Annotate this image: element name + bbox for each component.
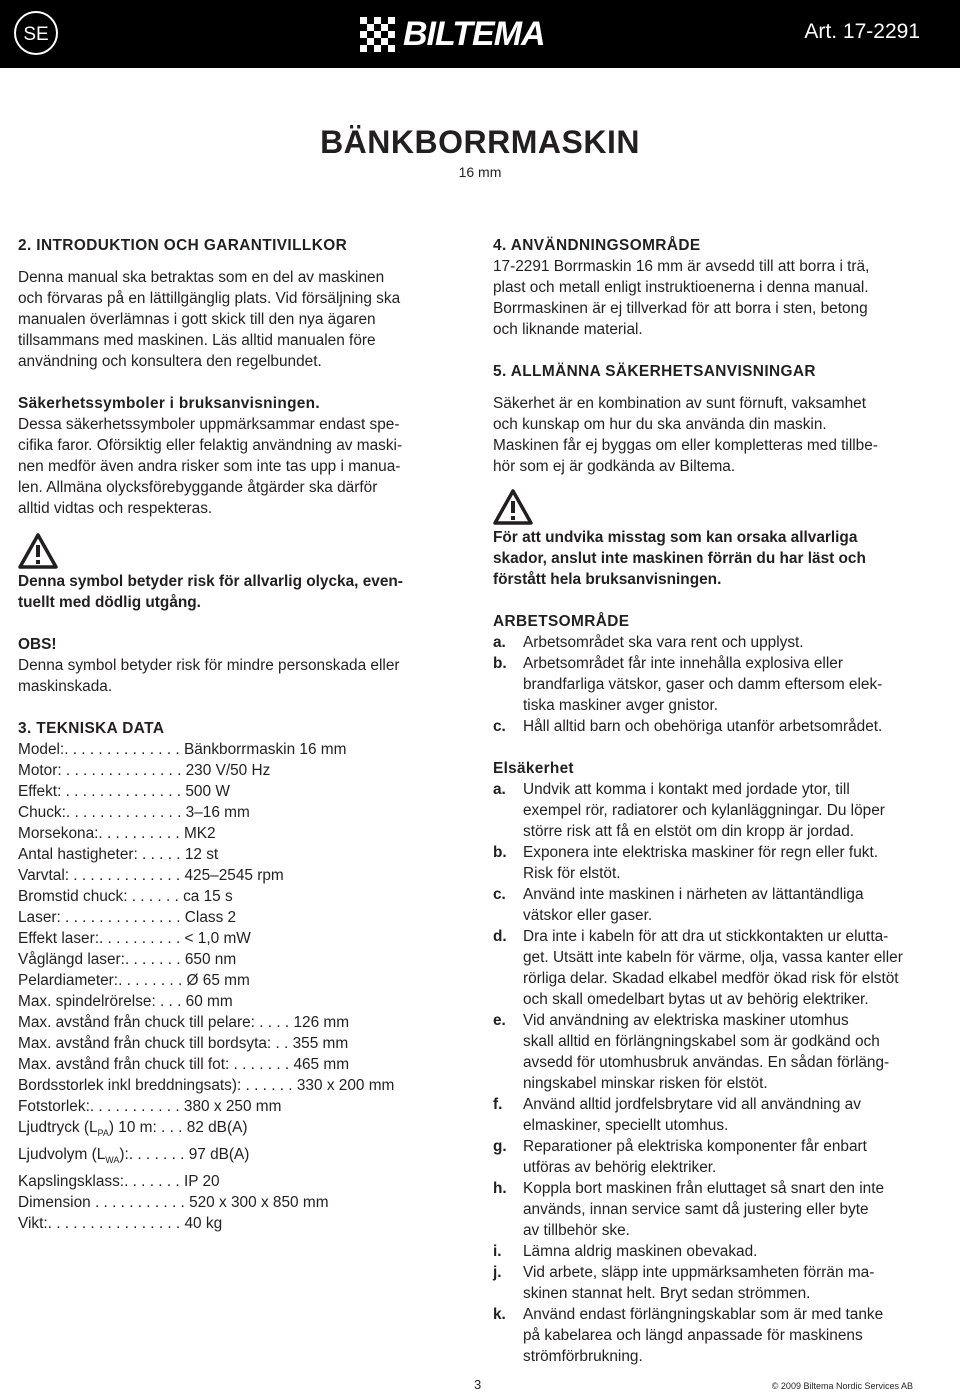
tech-label: Morsekona:. . . . . . . . . .	[18, 825, 184, 842]
list-line: Arbetsområdet ska vara rent och upplyst.	[523, 634, 804, 651]
tech-label: Bordsstorlek inkl breddningsats): . . . . . .	[18, 1077, 297, 1094]
tech-data-table	[18, 739, 458, 1234]
tech-label-rest: ):. . . . . . .	[119, 1146, 189, 1164]
safety-line: Säkerhet är en kombination av sunt förnuft, vaksamhet	[493, 395, 866, 412]
list-line: avsedd för utomhusbruk användas. En sådan förläng-	[523, 1054, 890, 1071]
list-line: ningskabel minskar risken för elstöt.	[523, 1075, 768, 1092]
list-item	[493, 716, 948, 737]
use-line: Borrmaskinen är ej tillverkad för att borra i sten, betong	[493, 300, 868, 317]
tech-row	[18, 739, 458, 760]
right-column	[493, 235, 948, 1367]
tech-value: ca 15 s	[183, 888, 233, 905]
list-line: brandfarliga vätskor, gaser och damm eftersom elek-	[523, 676, 883, 693]
tech-row	[18, 1054, 458, 1075]
list-line: på kabelarea och längd anpassade för maskinens	[523, 1327, 863, 1344]
tech-row	[18, 1192, 458, 1213]
tech-value: IP 20	[183, 1173, 220, 1191]
use-line: och liknande material.	[493, 321, 643, 338]
article-number: Art. 17-2291	[804, 20, 920, 43]
list-item	[493, 1094, 948, 1136]
tech-row	[18, 970, 458, 991]
list-text	[523, 653, 882, 716]
list-line: större risk att få en elstöt om din kropp är jordad.	[523, 823, 855, 840]
list-letter: b.	[493, 655, 507, 672]
list-letter: i.	[493, 1243, 502, 1260]
tech-row	[18, 949, 458, 970]
list-line: Risk för elstöt.	[523, 865, 621, 882]
list-item	[493, 1304, 948, 1367]
list-line: Dra inte i kabeln för att dra ut stickkontakten ur eluttа-	[523, 928, 889, 945]
tech-label: Max. avstånd från chuck till bordsyta: . .	[18, 1035, 293, 1052]
list-letter: c.	[493, 886, 506, 903]
list-line: Vid användning av elektriska maskiner utomhus	[523, 1012, 849, 1029]
tech-label: Chuck:. . . . . . . . . . . . . .	[18, 804, 186, 821]
tech-row	[18, 907, 458, 928]
tech-row	[18, 1171, 458, 1192]
intro-line: Denna manual ska betraktas som en del av maskinen	[18, 269, 385, 286]
list-line: get. Utsätt inte kabeln för värme, olja, vassa kanter eller	[523, 949, 903, 966]
list-item	[493, 1178, 948, 1241]
tech-label-main: Ljudvolym (L	[18, 1146, 106, 1164]
safety-heading: 5. ALLMÄNNA SÄKERHETSANVISNINGAR	[493, 363, 816, 380]
work-heading: ARBETSOMRÅDE	[493, 613, 630, 630]
symbols-heading: Säkerhetssymboler i bruksanvisningen.	[18, 395, 320, 412]
list-text	[523, 1094, 861, 1136]
use-heading: 4. ANVÄNDNINGSOMRÅDE	[493, 237, 701, 254]
tech-value: Bänkborrmaskin 16 mm	[183, 741, 347, 758]
list-line: strömförbrukning.	[523, 1348, 643, 1365]
header-bar	[0, 0, 960, 68]
page-number: 3	[474, 1377, 482, 1392]
list-line: Använd alltid jordfelsbrytare vid all användning av	[523, 1096, 861, 1113]
list-text	[523, 926, 903, 1010]
list-line: elmaskiner, speciellt utomhus.	[523, 1117, 729, 1134]
tech-label: Laser: . . . . . . . . . . . . . .	[18, 909, 185, 926]
list-letter: k.	[493, 1306, 506, 1323]
list-line: tiska maskiner avger gnistor.	[523, 697, 719, 714]
list-text	[523, 632, 804, 653]
tech-label: Kapslingsklass:. . . . . . .	[18, 1173, 184, 1191]
list-text	[523, 779, 885, 842]
list-letter: b.	[493, 844, 507, 861]
tech-value: 425–2545 rpm	[184, 867, 284, 884]
brand-logo	[360, 14, 545, 54]
list-line: utföras av behörig elektriker.	[523, 1159, 717, 1176]
warning-triangle-icon	[493, 489, 533, 525]
list-line: Använd endast förlängningskablar som är med tanke	[523, 1306, 884, 1323]
list-line: rörliga delar. Skadad elkabel medför ökad risk för elstöt	[523, 970, 899, 987]
list-item	[493, 1136, 948, 1178]
tech-row	[18, 865, 458, 886]
tech-value: 230 V/50 Hz	[185, 762, 271, 779]
tech-label: Dimension . . . . . . . . . . .	[18, 1194, 190, 1212]
tech-value: MK2	[183, 825, 216, 842]
tech-value: 650 nm	[184, 951, 237, 968]
list-item	[493, 884, 948, 926]
list-item	[493, 632, 948, 653]
list-line: vätskor eller gaser.	[523, 907, 653, 924]
list-line: exempel rör, radiatorer och kylanläggningar. Du löper	[523, 802, 885, 819]
list-line: skall alltid en förlängningskabel som är godkänd och	[523, 1033, 880, 1050]
checkered-flag-icon	[360, 17, 395, 52]
tech-value: 40 kg	[184, 1215, 223, 1233]
warning-triangle-icon	[18, 533, 58, 569]
tech-label-rest: ) 10 m: . . .	[108, 1119, 187, 1136]
list-letter: c.	[493, 718, 506, 735]
symbols-line: cifika faror. Oförsiktig eller felaktig användning av maski-	[18, 437, 403, 454]
list-item	[493, 653, 948, 716]
brand-name: BILTEMA	[403, 14, 545, 53]
warning-line: tuellt med dödlig utgång.	[18, 594, 201, 611]
warning-line: skador, anslut inte maskinen förrän du har läst och	[493, 550, 866, 567]
list-item	[493, 1010, 948, 1094]
list-text	[523, 1136, 867, 1178]
page-subtitle: 16 mm	[458, 164, 502, 180]
tech-label: Antal hastigheter: . . . . .	[18, 846, 185, 863]
list-line: och skall omedelbart bytas ut av behörig elektriker.	[523, 991, 869, 1008]
tech-label: Max. spindelrörelse: . . .	[18, 993, 186, 1010]
list-line: Reparationer på elektriska komponenter får enbart	[523, 1138, 867, 1155]
list-letter: e.	[493, 1012, 506, 1029]
language-badge: SE	[14, 11, 58, 55]
tech-row	[18, 1033, 458, 1054]
tech-row	[18, 1012, 458, 1033]
safety-line: hör som ej är godkända av Biltema.	[493, 458, 736, 475]
tech-label: Model:. . . . . . . . . . . . . .	[18, 741, 184, 758]
work-list	[493, 632, 948, 737]
tech-label-subscript: PA	[97, 1128, 109, 1139]
intro-line: och förvaras på en lättillgänglig plats. Vid försäljning ska	[18, 290, 401, 307]
list-text	[523, 884, 864, 926]
list-text	[523, 1304, 883, 1367]
list-item	[493, 842, 948, 884]
list-line: Arbetsområdet får inte innehålla explosiva eller	[523, 655, 843, 672]
tech-value: < 1,0 mW	[184, 930, 251, 947]
intro-line: användning och konsultera den regelbundet.	[18, 353, 322, 370]
el-heading: Elsäkerhet	[493, 760, 574, 777]
tech-row	[18, 886, 458, 907]
tech-row	[18, 760, 458, 781]
list-line: Håll alltid barn och obehöriga utanför arbetsområdet.	[523, 718, 883, 735]
list-letter: f.	[493, 1096, 503, 1113]
tech-label	[18, 1117, 187, 1144]
tech-value: 520 x 300 x 850 mm	[189, 1194, 329, 1212]
tech-value: 500 W	[185, 783, 230, 800]
tech-row	[18, 781, 458, 802]
use-line: 17-2291 Borrmaskin 16 mm är avsedd till att borra i trä,	[493, 258, 870, 275]
tech-value: 330 x 200 mm	[296, 1077, 395, 1094]
obs-line: maskinskada.	[18, 678, 113, 695]
tech-label: Vikt:. . . . . . . . . . . . . . . .	[18, 1215, 185, 1233]
tech-label: Max. avstånd från chuck till pelare: . . . .	[18, 1014, 294, 1031]
warning-line: förstått hela bruksanvisningen.	[493, 571, 722, 588]
list-letter: h.	[493, 1180, 507, 1197]
symbols-text	[18, 414, 458, 519]
tech-label: Motor: . . . . . . . . . . . . . .	[18, 762, 186, 779]
symbols-line: Dessa säkerhetssymboler uppmärksammar endast spe-	[18, 416, 400, 433]
symbols-line: alltid vidtas och respekteras.	[18, 500, 213, 517]
tech-label-subscript: WA	[105, 1155, 120, 1166]
intro-heading: 2. INTRODUKTION OCH GARANTIVILLKOR	[18, 237, 348, 254]
safety-line: Maskinen får ej byggas om eller kompletteras med tillbe-	[493, 437, 878, 454]
tech-row	[18, 802, 458, 823]
list-item	[493, 1241, 948, 1262]
tech-label: Pelardiameter:. . . . . . . .	[18, 972, 187, 989]
list-line: Exponera inte elektriska maskiner för regn eller fukt.	[523, 844, 878, 861]
list-item	[493, 779, 948, 842]
page-title: BÄNKBORRMASKIN	[320, 124, 640, 160]
symbols-line: nen medför även andra risker som inte tas upp i manua-	[18, 458, 401, 475]
list-letter: j.	[493, 1264, 502, 1281]
tech-label: Fotstorlek:. . . . . . . . . . .	[18, 1098, 184, 1115]
list-text	[523, 842, 878, 884]
safety-text	[493, 393, 948, 477]
list-line: av tillbehör ske.	[523, 1222, 630, 1239]
tech-row	[18, 844, 458, 865]
copyright: © 2009 Biltema Nordic Services AB	[771, 1381, 913, 1391]
list-line: skinen stannat helt. Bryt sedan strömmen.	[523, 1285, 811, 1302]
tech-value: 82 dB(A)	[186, 1119, 248, 1136]
list-item	[493, 1262, 948, 1304]
tech-heading: 3. TEKNISKA DATA	[18, 720, 165, 737]
intro-text	[18, 267, 458, 372]
tech-label: Effekt: . . . . . . . . . . . . . .	[18, 783, 186, 800]
intro-line: manualen överlämnas i gott skick till den nya ägaren	[18, 311, 376, 328]
obs-label: OBS!	[18, 636, 57, 653]
list-line: Vid arbete, släpp inte uppmärksamheten förrän ma-	[523, 1264, 875, 1281]
tech-row	[18, 991, 458, 1012]
tech-label: Bromstid chuck: . . . . . .	[18, 888, 184, 905]
tech-row	[18, 1096, 458, 1117]
list-text	[523, 1241, 757, 1262]
list-line: Undvik att komma i kontakt med jordade ytor, till	[523, 781, 850, 798]
list-letter: a.	[493, 781, 506, 798]
tech-row	[18, 1144, 458, 1171]
list-text	[523, 1262, 874, 1304]
tech-value: 3–16 mm	[185, 804, 250, 821]
tech-label: Max. avstånd från chuck till fot: . . . . . . .	[18, 1056, 294, 1073]
tech-value: 380 x 250 mm	[183, 1098, 282, 1115]
tech-label: Våglängd laser:. . . . . . .	[18, 951, 185, 968]
tech-row	[18, 823, 458, 844]
safety-line: och kunskap om hur du ska använda din maskin.	[493, 416, 827, 433]
tech-value: Ø 65 mm	[186, 972, 250, 989]
list-line: Koppla bort maskinen från eluttaget så snart den inte	[523, 1180, 885, 1197]
warning-line: För att undvika misstag som kan orsaka allvarliga	[493, 529, 858, 546]
tech-row	[18, 1117, 458, 1144]
tech-label: Effekt laser:. . . . . . . . . .	[18, 930, 185, 947]
list-text	[523, 716, 882, 737]
list-letter: d.	[493, 928, 507, 945]
list-line: Lämna aldrig maskinen obevakad.	[523, 1243, 758, 1260]
warning-text	[18, 571, 458, 613]
list-item	[493, 926, 948, 1010]
list-line: används, innan service samt då justering eller byte	[523, 1201, 869, 1218]
obs-text	[18, 655, 458, 697]
tech-value: 60 mm	[185, 993, 233, 1010]
tech-row	[18, 1213, 458, 1234]
warning-line: Denna symbol betyder risk för allvarlig olycka, even-	[18, 573, 403, 590]
tech-row	[18, 928, 458, 949]
list-text	[523, 1010, 889, 1094]
tech-value: Class 2	[184, 909, 237, 926]
tech-label: Varvtal: . . . . . . . . . . . . .	[18, 867, 185, 884]
list-letter: a.	[493, 634, 506, 651]
list-letter: g.	[493, 1138, 507, 1155]
obs-line: Denna symbol betyder risk för mindre personskada eller	[18, 657, 400, 674]
tech-row	[18, 1075, 458, 1096]
use-text	[493, 256, 948, 340]
right-warning-text	[493, 527, 948, 590]
tech-label-main: Ljudtryck (L	[18, 1119, 98, 1136]
intro-line: tillsammans med maskinen. Läs alltid manualen före	[18, 332, 376, 349]
left-column	[18, 235, 458, 1234]
use-line: plast och metall enligt instruktioenerna i denna manual.	[493, 279, 869, 296]
tech-value: 465 mm	[293, 1056, 350, 1073]
list-text	[523, 1178, 884, 1241]
list-line: Använd inte maskinen i närheten av lättantändliga	[523, 886, 864, 903]
el-list	[493, 779, 948, 1367]
tech-value: 126 mm	[293, 1014, 350, 1031]
tech-label	[18, 1144, 189, 1171]
symbols-line: len. Allmäna olycksförebyggande åtgärder ska därför	[18, 479, 378, 496]
tech-value: 97 dB(A)	[188, 1146, 250, 1164]
tech-value: 12 st	[184, 846, 219, 863]
tech-value: 355 mm	[292, 1035, 349, 1052]
